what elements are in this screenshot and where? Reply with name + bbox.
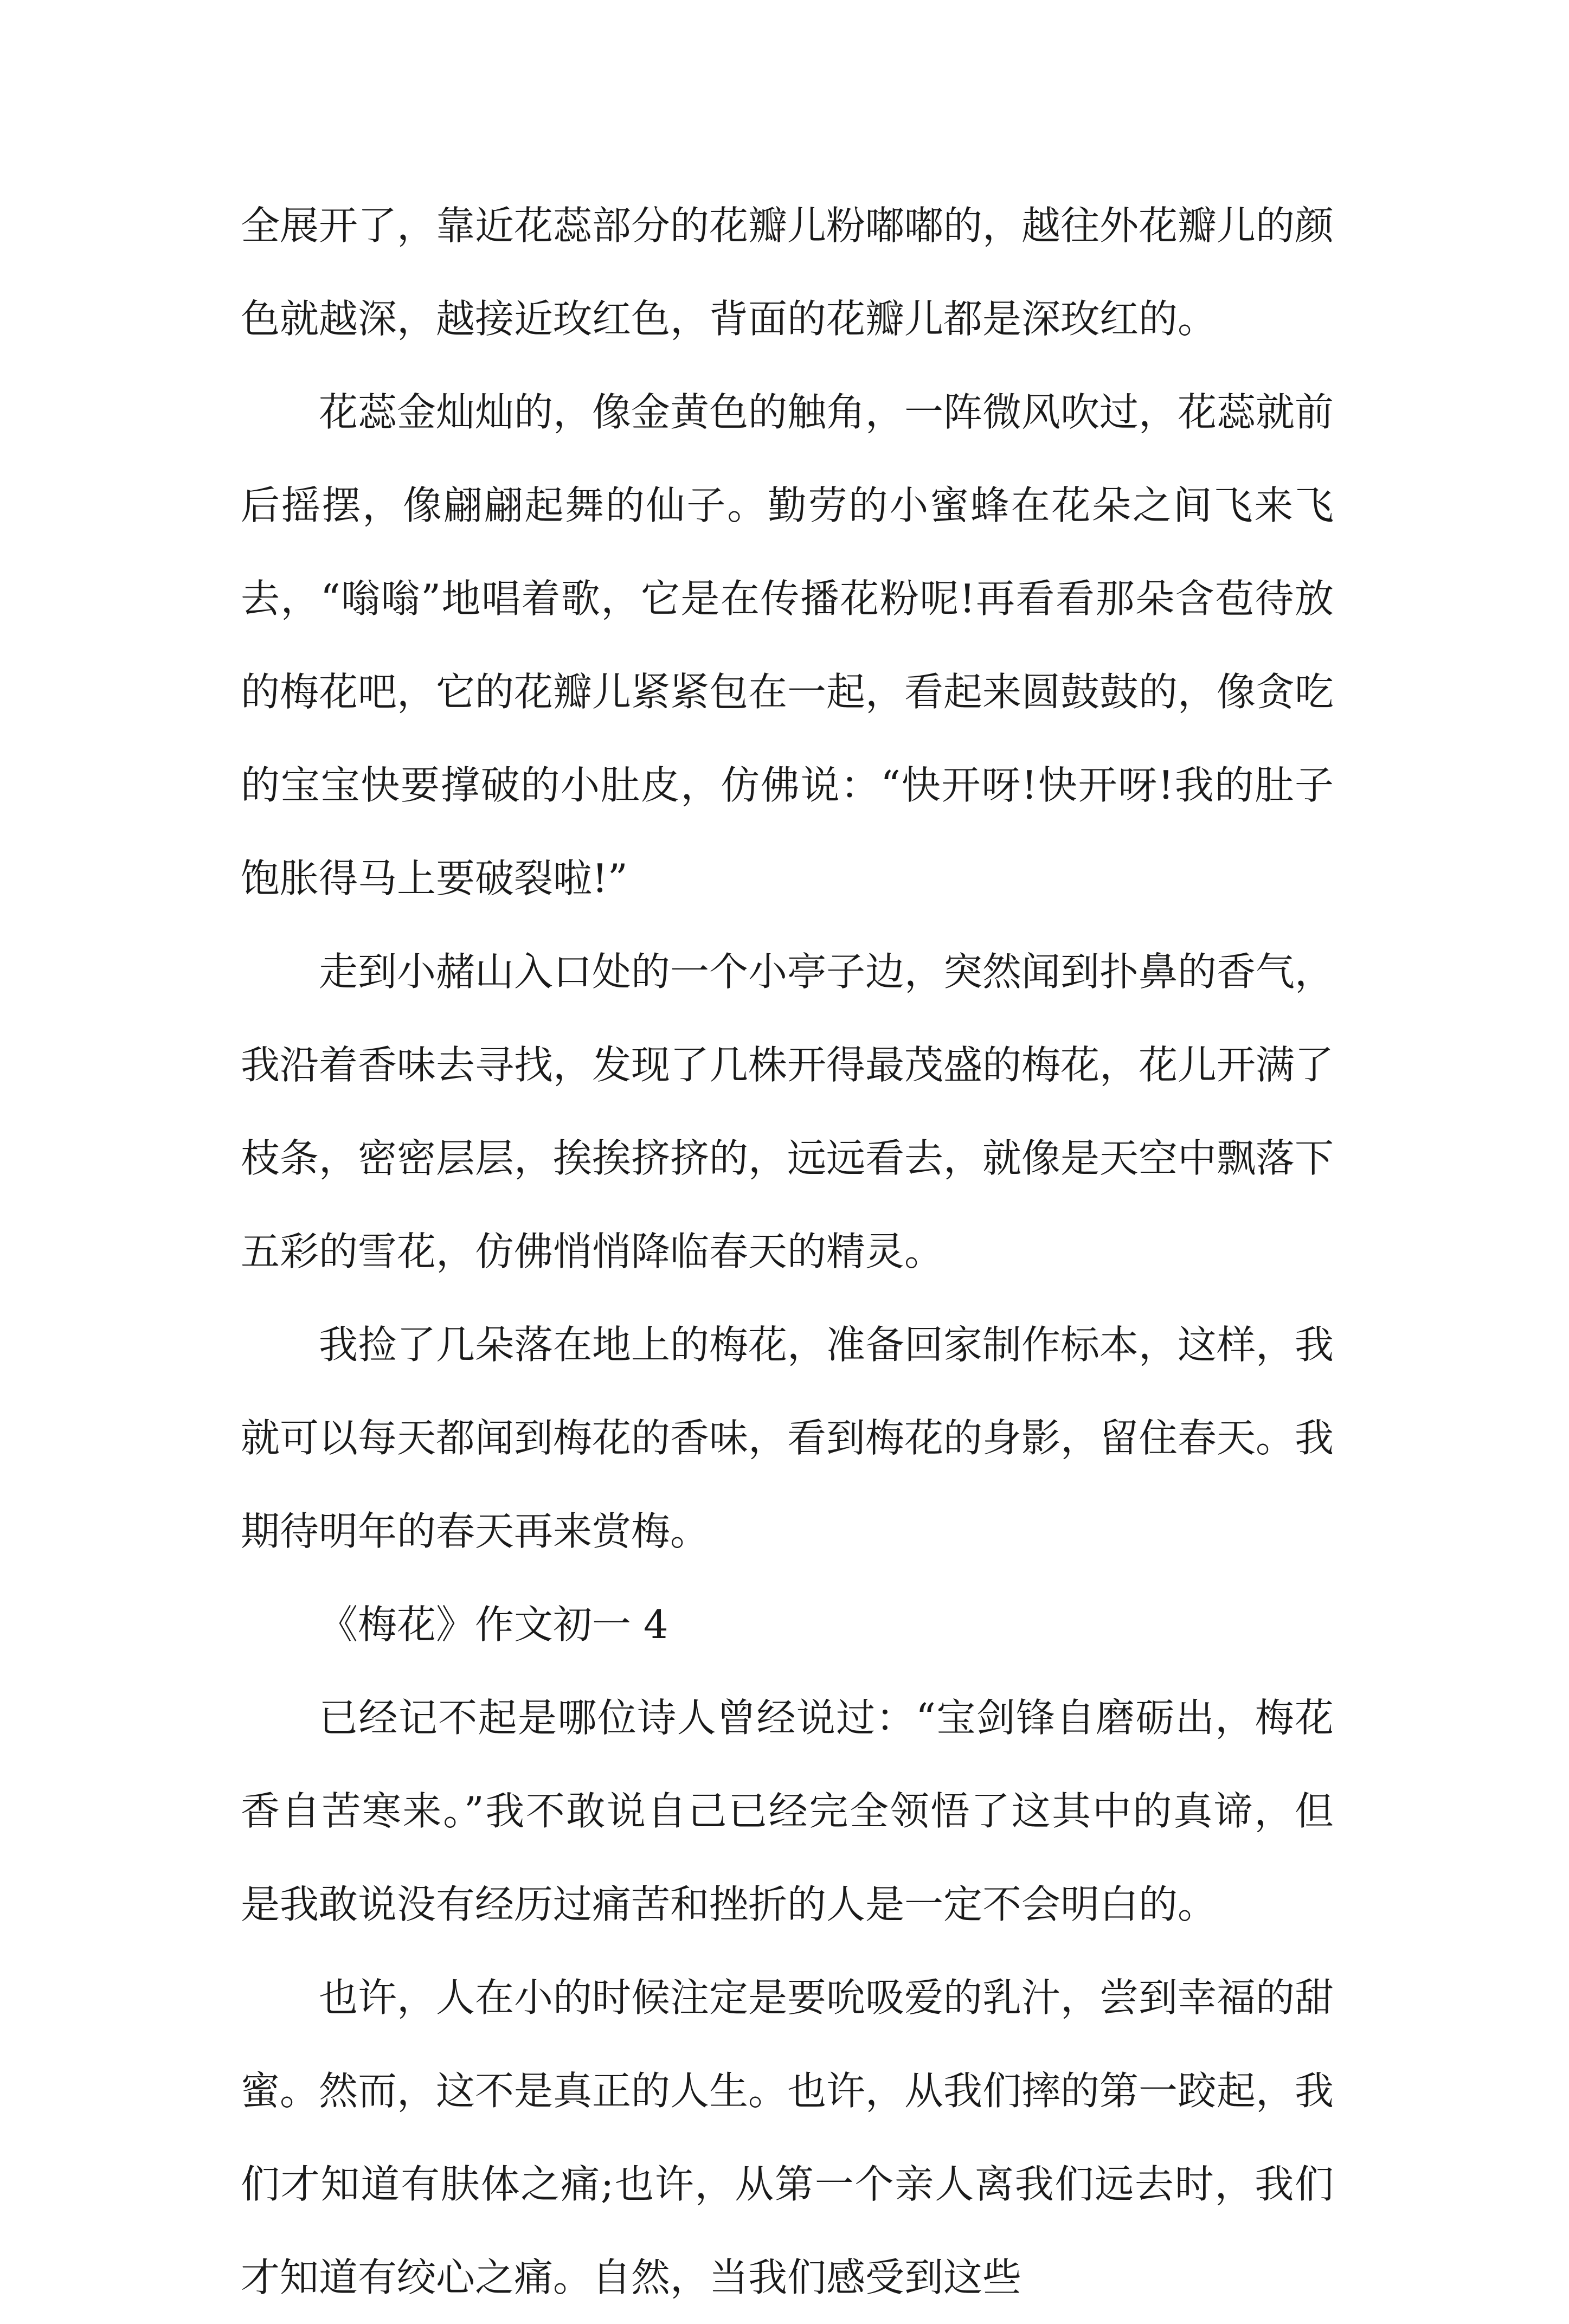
section-heading: 《梅花》作文初一 4	[319, 1602, 668, 1647]
paragraph: 花蕊金灿灿的，像金黄色的触角，一阵微风吹过，花蕊就前后摇摆，像翩翩起舞的仙子。勤劳的小蜜蜂在花朵之间飞来飞去，“嗡嗡”地唱着歌，它是在传播花粉呢!再看看那朵含苞待放的梅花吧，它的花瓣儿紧紧包在一起，看起来圆鼓鼓的，像贪吃的宝宝快要撑破的小肚皮，仿佛说：“快开呀!快开呀!我的肚子饱胀得马上要破裂啦!”	[241, 389, 1334, 901]
paragraph-continued: 全展开了，靠近花蕊部分的花瓣儿粉嘟嘟的，越往外花瓣儿的颜色就越深，越接近玫红色，背面的花瓣儿都是深玫红的。	[241, 203, 1334, 342]
paragraph: 走到小赭山入口处的一个小亭子边，突然闻到扑鼻的香气，我沿着香味去寻找，发现了几株开得最茂盛的梅花，花儿开满了枝条，密密层层，挨挨挤挤的，远远看去，就像是天空中飘落下五彩的雪花，仿佛悄悄降临春天的精灵。	[241, 949, 1334, 1274]
paragraph: 我捡了几朵落在地上的梅花，准备回家制作标本，这样，我就可以每天都闻到梅花的香味，看到梅花的身影，留住春天。我期待明年的春天再来赏梅。	[241, 1322, 1334, 1554]
paragraph: 已经记不起是哪位诗人曾经说过：“宝剑锋自磨砺出，梅花香自苦寒来。”我不敢说自己已经完全领悟了这其中的真谛，但是我敢说没有经历过痛苦和挫折的人是一定不会明白的。	[241, 1695, 1334, 1927]
paragraph: 也许，人在小的时候注定是要吮吸爱的乳汁，尝到幸福的甜蜜。然而，这不是真正的人生。也许，从我们摔的第一跤起，我们才知道有肤体之痛;也许，从第一个亲人离我们远去时，我们才知道有绞心之痛。自然，当我们感受到这些	[241, 1975, 1334, 2300]
document-body	[241, 179, 1334, 2324]
